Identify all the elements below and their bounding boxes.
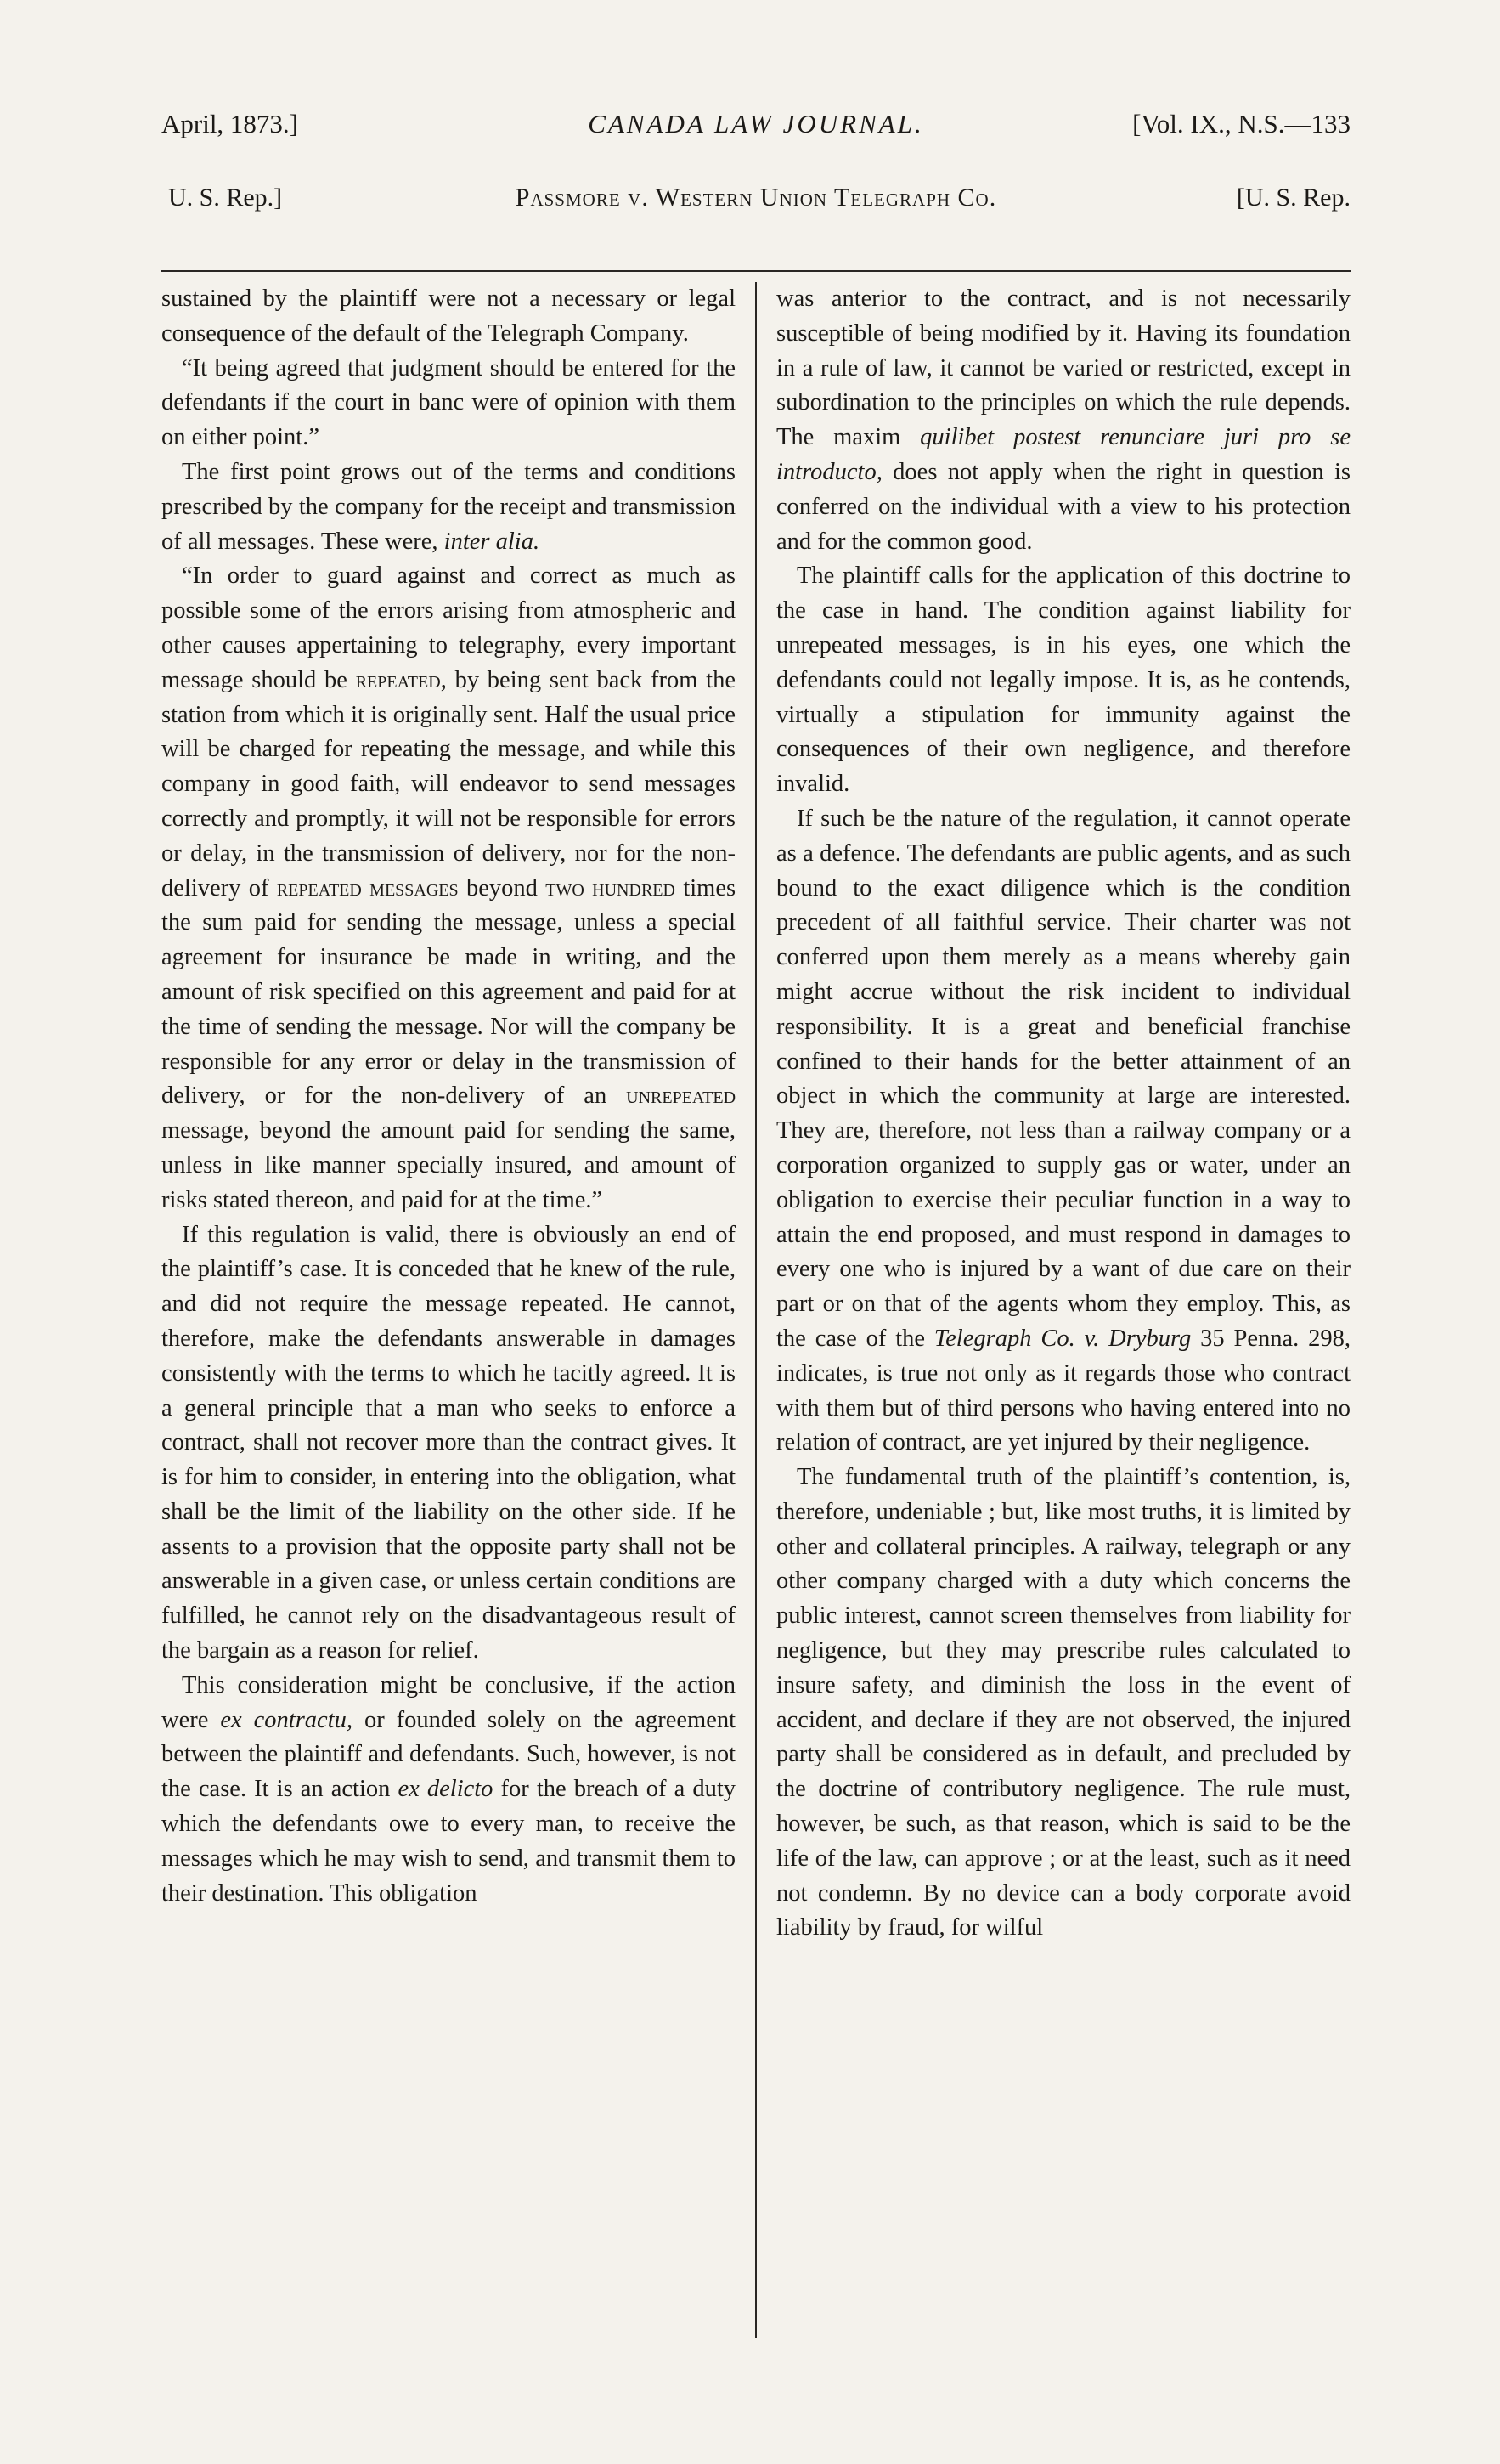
column-divider — [755, 282, 757, 2338]
reporter-right: [U. S. Rep. — [1236, 184, 1351, 212]
text-columns — [161, 282, 1351, 1946]
paragraph: The plaintiff calls for the application of this doctrine to the case in hand. The condition against liability for unrepeated messages, is in his eyes, one which the defendants could not legally impose. It is, as he contends, virtually a stipulation for immunity against the consequences of their own negligence, and therefore invalid. — [776, 562, 1351, 798]
paragraph: The fundamental truth of the plaintiff’s contention, is, therefore, undeniable ; but, like most truths, it is limited by other and collateral principles. A railway, telegraph or any other company charged with a duty which concerns the public interest, cannot screen themselves from liability for negligence, but they may prescribe rules calculated to insure safety, and diminish the loss in the event of accident, and declare if they are not observed, the injured party shall be considered as in default, and precluded by the doctrine of contributory negligence. The rule must, however, be such, as that reason, which is said to be the life of the law, can approve ; or at the least, such as it need not condemn. By no device can a body corporate avoid liability by fraud, for wilful — [776, 1464, 1351, 1941]
running-head — [161, 102, 1351, 150]
paragraph: If this regulation is valid, there is obviously an end of the plaintiff’s case. It is conceded that he knew of the rule, and did not require the message repeated. He cannot, therefore, make the defendants answerable in damages consistently with the terms to which he tacitly agreed. It is a general principle that a man who seeks to enforce a contract, shall not recover more than the contract gives. It is for him to consider, in entering into the obligation, what shall be the limit of the liability on the other side. If he assents to a provision that the opposite party shall not be answerable in a given case, or unless certain conditions are fulfilled, he cannot rely on the disadvantageous result of the bargain as a reason for relief. — [161, 1221, 736, 1664]
paragraph: sustained by the plaintiff were not a necessary or legal consequence of the default of the Telegraph Company. — [161, 285, 736, 347]
paragraph: “It being agreed that judgment should be entered for the defendants if the court in banc were of opinion with them on either point.” — [161, 354, 736, 451]
case-header — [161, 184, 1351, 231]
volume-page: [Vol. IX., N.S.—133 — [1132, 109, 1351, 138]
paragraph: This consideration might be conclusive, if the action were ex contractu, or founded solely on the agreement between the plaintiff and defendants. Such, however, is not the case. It is an action ex delicto for the breach of a duty which the defendants owe to every man, to receive the messages which he may wish to send, and transmit them to their destination. This obligation — [161, 1671, 736, 1907]
paragraph: The first point grows out of the terms and conditions prescribed by the company for the receipt and transmission of all messages. These were, inter alia. — [161, 458, 736, 555]
paragraph: If such be the nature of the regulation, it cannot operate as a defence. The defendants are public agents, and as such bound to the exact diligence which is the condition precedent of all faithful service. Their charter was not conferred upon them merely as a means whereby gain might accrue without the risk incident to individual responsibility. It is a great and beneficial franchise confined to their hands for the better attainment of an object in which the community at large are interested. They are, therefore, not less than a railway company or a corporation organized to supply gas or water, under an obligation to exercise their peculiar function in a way to attain the end proposed, and must respond in damages to every one who is injured by a want of due care on their part or on that of the agents whom they employ. This, as the case of the Telegraph Co. v. Dryburg 35 Penna. 298, indicates, is true not only as it regards those who contract with them but of third persons who having entered into no relation of contract, are yet injured by their negligence. — [776, 805, 1351, 1456]
paragraph: “In order to guard against and correct as much as possible some of the errors arising from atmospheric and other causes appertaining to telegraphy, every important message should be repeated, by being sent back from the station from which it is originally sent. Half the usual price will be charged for repeating the message, and while this company in good faith, will endeavor to send messages correctly and promptly, it will not be responsible for errors or delay, in the transmission of delivery, nor for the non-delivery of repeated messages beyond two hundred times the sum paid for sending the message, unless a special agreement for insurance be made in writing, and the amount of risk specified on this agreement and paid for at the time of sending the message. Nor will the company be responsible for any error or delay in the transmission of delivery, or for the non-delivery of an unrepeated message, beyond the amount paid for sending the same, unless in like manner specially insured, and amount of risks stated thereon, and paid for at the time.” — [161, 562, 736, 1213]
header-rule — [161, 270, 1351, 272]
journal-title: CANADA LAW JOURNAL. — [588, 109, 924, 138]
right-column — [776, 282, 1351, 1946]
paragraph: was anterior to the contract, and is not necessarily susceptible of being modified by it. Having its foundation in a rule of law, it cannot be varied or restricted, except in subordination to the principles on which the rule depends. The maxim quilibet postest renunciare juri pro se introducto, does not apply when the right in question is conferred on the individual with a view to his protection and for the common good. — [776, 285, 1351, 555]
case-title: Passmore v. Western Union Telegraph Co. — [515, 184, 997, 212]
issue-date: April, 1873.] — [161, 109, 299, 138]
reporter-left: U. S. Rep.] — [168, 184, 283, 212]
journal-page — [161, 102, 1351, 1941]
left-column — [161, 282, 736, 1946]
